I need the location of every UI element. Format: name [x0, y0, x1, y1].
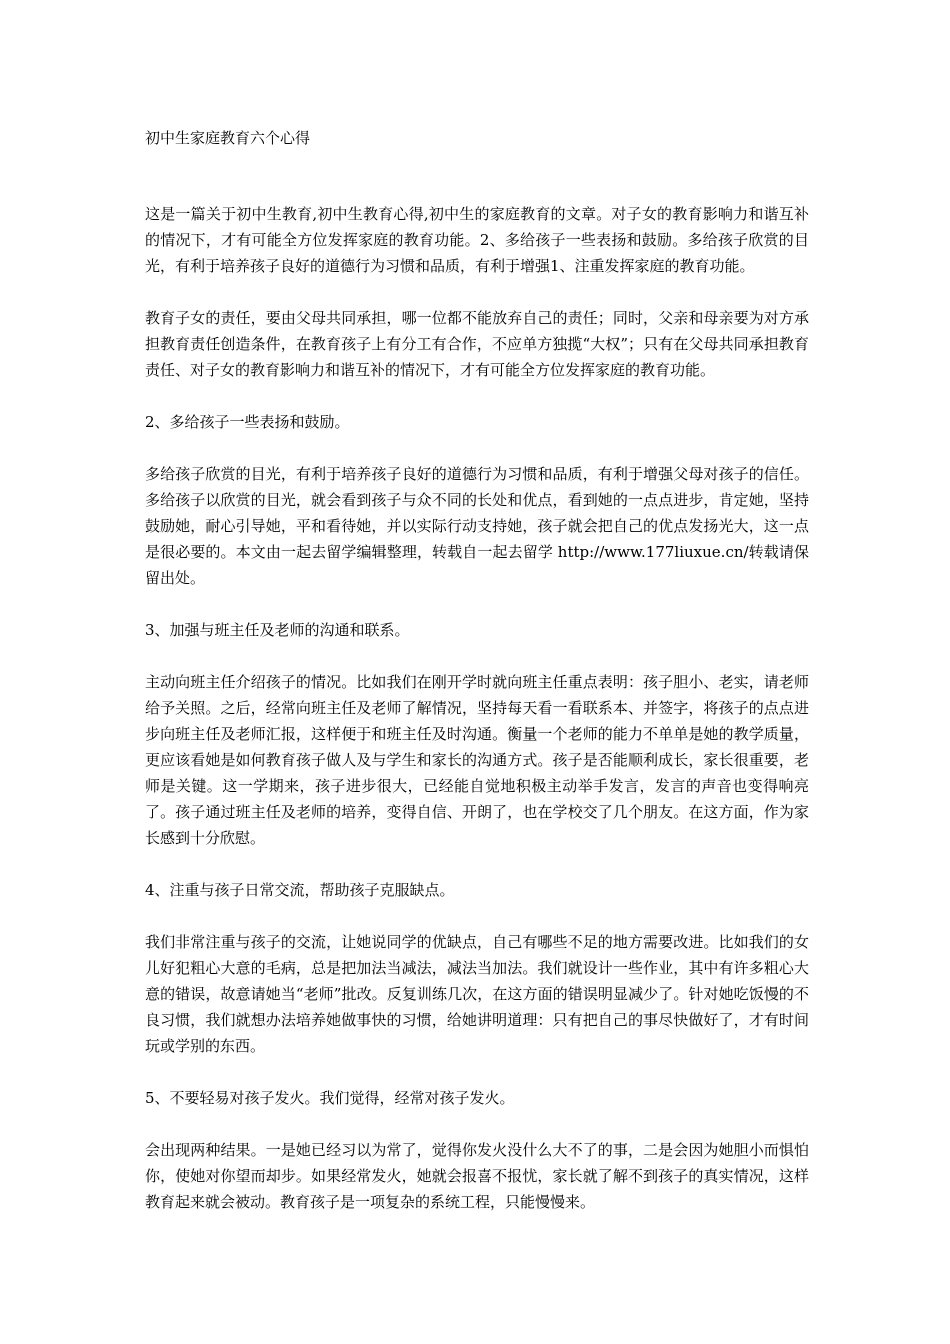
section-heading-praise: 2、多给孩子一些表扬和鼓励。 — [145, 413, 350, 431]
section-heading-teacher-communication: 3、加强与班主任及老师的沟通和联系。 — [145, 621, 410, 639]
paragraph-teacher-communication: 主动向班主任介绍孩子的情况。比如我们在刚开学时就向班主任重点表明：孩子胆小、老实，请老师给予关照。之后，经常向班主任及老师了解情况，坚持每天看一看联系本、并签字，将孩子的点点进步向班主任及老师汇报，这样便于和班主任及时沟通。衡量一个老师的能力不单单是她的教学质量，更应该看她是如何教育孩子做人及与学生和家长的沟通方式。孩子是否能顺利成长，家长很重要，老师是关键。这一学期来，孩子进步很大，已经能自觉地积极主动举手发言，发言的声音也变得响亮了。孩子通过班主任及老师的培养，变得自信、开朗了，也在学校交了几个朋友。在这方面，作为家长感到十分欣慰。 — [145, 673, 809, 847]
paragraph-shared-responsibility: 教育子女的责任，要由父母共同承担，哪一位都不能放弃自己的责任；同时，父亲和母亲要为对方承担教育责任创造条件，在教育孩子上有分工有合作，不应单方独揽“大权”；只有在父母共同承担教育责任、对子女的教育影响力和谐互补的情况下，才有可能全方位发挥家庭的教育功能。 — [145, 309, 809, 379]
section-heading-no-anger: 5、不要轻易对孩子发火。我们觉得，经常对孩子发火。 — [145, 1089, 515, 1107]
paragraph-intro: 这是一篇关于初中生教育,初中生教育心得,初中生的家庭教育的文章。对子女的教育影响力和谐互补的情况下，才有可能全方位发挥家庭的教育功能。2、多给孩子一些表扬和鼓励。多给孩子欣赏的目光，有利于培养孩子良好的道德行为习惯和品质，有利于增强1、注重发挥家庭的教育功能。 — [145, 205, 809, 275]
document-body — [145, 201, 809, 1241]
section-heading-daily-communication: 4、注重与孩子日常交流，帮助孩子克服缺点。 — [145, 881, 455, 899]
document-title: 初中生家庭教育六个心得 — [145, 129, 311, 147]
paragraph-praise: 多给孩子欣赏的目光，有利于培养孩子良好的道德行为习惯和品质，有利于增强父母对孩子的信任。多给孩子以欣赏的目光，就会看到孩子与众不同的长处和优点，看到她的一点点进步，肯定她，坚持鼓励她，耐心引导她，平和看待她，并以实际行动支持她，孩子就会把自己的优点发扬光大，这一点是很必要的。本文由一起去留学编辑整理，转载自一起去留学 http://www.177liuxue.cn/转载请保留出处。 — [145, 465, 809, 587]
paragraph-daily-communication: 我们非常注重与孩子的交流，让她说同学的优缺点，自己有哪些不足的地方需要改进。比如我们的女儿好犯粗心大意的毛病，总是把加法当减法，减法当加法。我们就设计一些作业，其中有许多粗心大意的错误，故意请她当“老师”批改。反复训练几次，在这方面的错误明显减少了。针对她吃饭慢的不良习惯，我们就想办法培养她做事快的习惯，给她讲明道理：只有把自己的事尽快做好了，才有时间玩或学别的东西。 — [145, 933, 809, 1055]
paragraph-no-anger: 会出现两种结果。一是她已经习以为常了，觉得你发火没什么大不了的事，二是会因为她胆小而惧怕你，使她对你望而却步。如果经常发火，她就会报喜不报忧，家长就了解不到孩子的真实情况，这样教育起来就会被动。教育孩子是一项复杂的系统工程，只能慢慢来。 — [145, 1141, 809, 1211]
